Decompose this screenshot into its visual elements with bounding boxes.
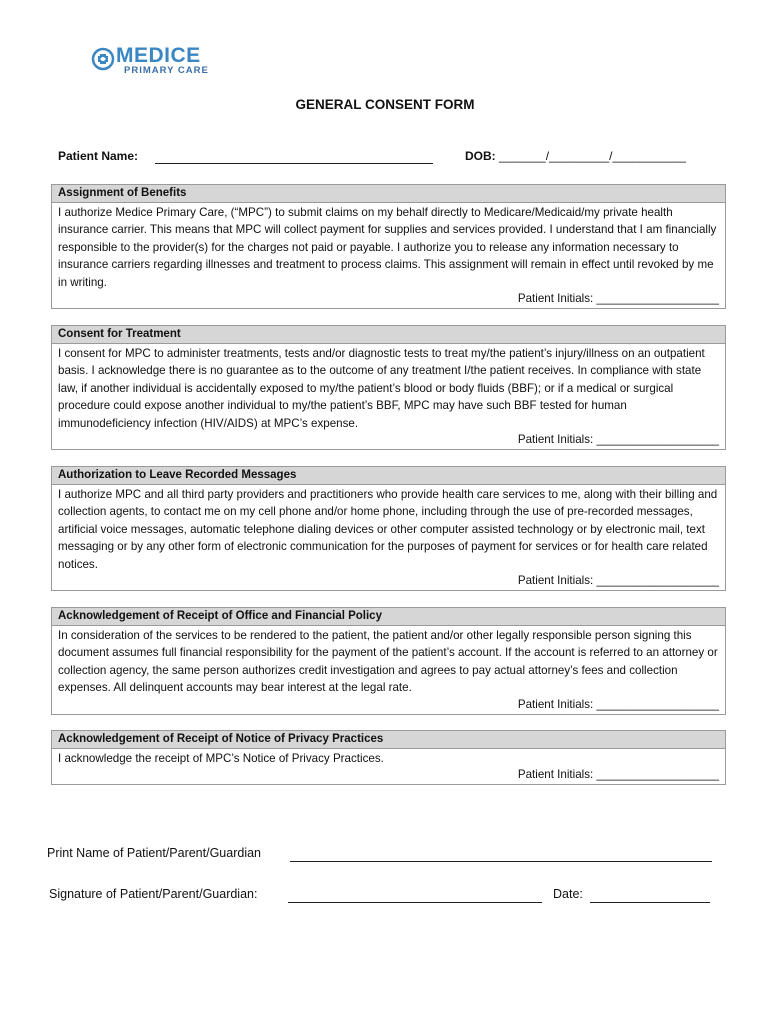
section-heading: Acknowledgement of Receipt of Notice of Privacy Practices	[52, 731, 725, 749]
form-title: GENERAL CONSENT FORM	[295, 97, 475, 112]
patient-initials-field[interactable]: Patient Initials: ___________________	[517, 574, 719, 588]
dob-field[interactable]: _______/_________/___________	[495, 149, 686, 163]
section-assignment-of-benefits	[51, 184, 726, 309]
section-heading: Assignment of Benefits	[52, 185, 725, 203]
section-heading: Acknowledgement of Receipt of Office and Financial Policy	[52, 608, 725, 626]
section-heading: Consent for Treatment	[52, 326, 725, 344]
section-office-financial-policy	[51, 607, 726, 715]
patient-initials-field[interactable]: Patient Initials: ___________________	[517, 292, 719, 306]
section-body: I authorize MPC and all third party providers and practitioners who provide health care services to me, along with their billing and collection agents, to contact me on my cell phone and/or home phone, including through the use of pre-recorded messages, artificial voice messages, automatic telephone dialing devices or other computer assisted technology or by electronic mail, text messaging or by any other form of electronic communication for the purposes of payment for services or for health care related notices.	[58, 488, 718, 571]
logo-subtitle: PRIMARY CARE	[124, 65, 209, 76]
patient-name-field[interactable]	[155, 163, 433, 164]
signature-label: Signature of Patient/Parent/Guardian:	[49, 887, 258, 901]
patient-name-label: Patient Name:	[58, 149, 139, 163]
patient-initials-field[interactable]: Patient Initials: ___________________	[517, 433, 719, 447]
print-name-label: Print Name of Patient/Parent/Guardian	[47, 846, 262, 860]
section-heading: Authorization to Leave Recorded Messages	[52, 467, 725, 485]
section-body: In consideration of the services to be rendered to the patient, the patient and/or other legally responsible person signing this document assumes full financial responsibility for the payment of the patient’s account. If the account is referred to an attorney or collection agency, the same person authorizes credit investigation and agrees to pay actual attorney’s fees and collection expenses. All delinquent accounts may bear interest at the legal rate.	[58, 629, 718, 695]
date-field[interactable]	[590, 902, 710, 903]
date-label: Date:	[553, 887, 583, 901]
section-body: I consent for MPC to administer treatments, tests and/or diagnostic tests to treat my/the patient’s injury/illness on an outpatient basis. I acknowledge there is no guarantee as to the outcome of any treatment I/the patient receives. In compliance with state law, if another individual is accidentally exposed to my/the patient’s blood or body fluids (BBF); or if a medical or surgical procedure could expose another individual to my/the patient’s BBF, MPC may have such BBF tested for human immunodeficiency infection (HIV/AIDS) at MPC’s expense.	[58, 347, 705, 430]
section-privacy-practices	[51, 730, 726, 785]
patient-initials-field[interactable]: Patient Initials: ___________________	[517, 697, 719, 711]
dob-row[interactable]	[465, 149, 686, 163]
section-body: I authorize Medice Primary Care, (“MPC”) to submit claims on my behalf directly to Medicare/Medicaid/my private health insurance carrier. This means that MPC will collect payment for supplies and services provided. I understand that I am financially responsible to the provider(s) for the charges not paid or payable. I authorize you to release any information necessary to insurance carriers regarding illnesses and treatment to process claims. This assignment will remain in effect until revoked by me in writing.	[58, 206, 717, 289]
section-authorization-recorded-messages	[51, 466, 726, 591]
signature-field[interactable]	[288, 902, 542, 903]
section-consent-for-treatment	[51, 325, 726, 450]
print-name-field[interactable]	[290, 861, 712, 862]
patient-initials-field[interactable]: Patient Initials: ___________________	[517, 768, 719, 782]
logo-name: MEDICE	[116, 44, 201, 67]
section-body: I acknowledge the receipt of MPC’s Notice of Privacy Practices.	[58, 752, 384, 765]
medice-logo	[90, 44, 220, 78]
dob-label: DOB:	[465, 149, 496, 163]
